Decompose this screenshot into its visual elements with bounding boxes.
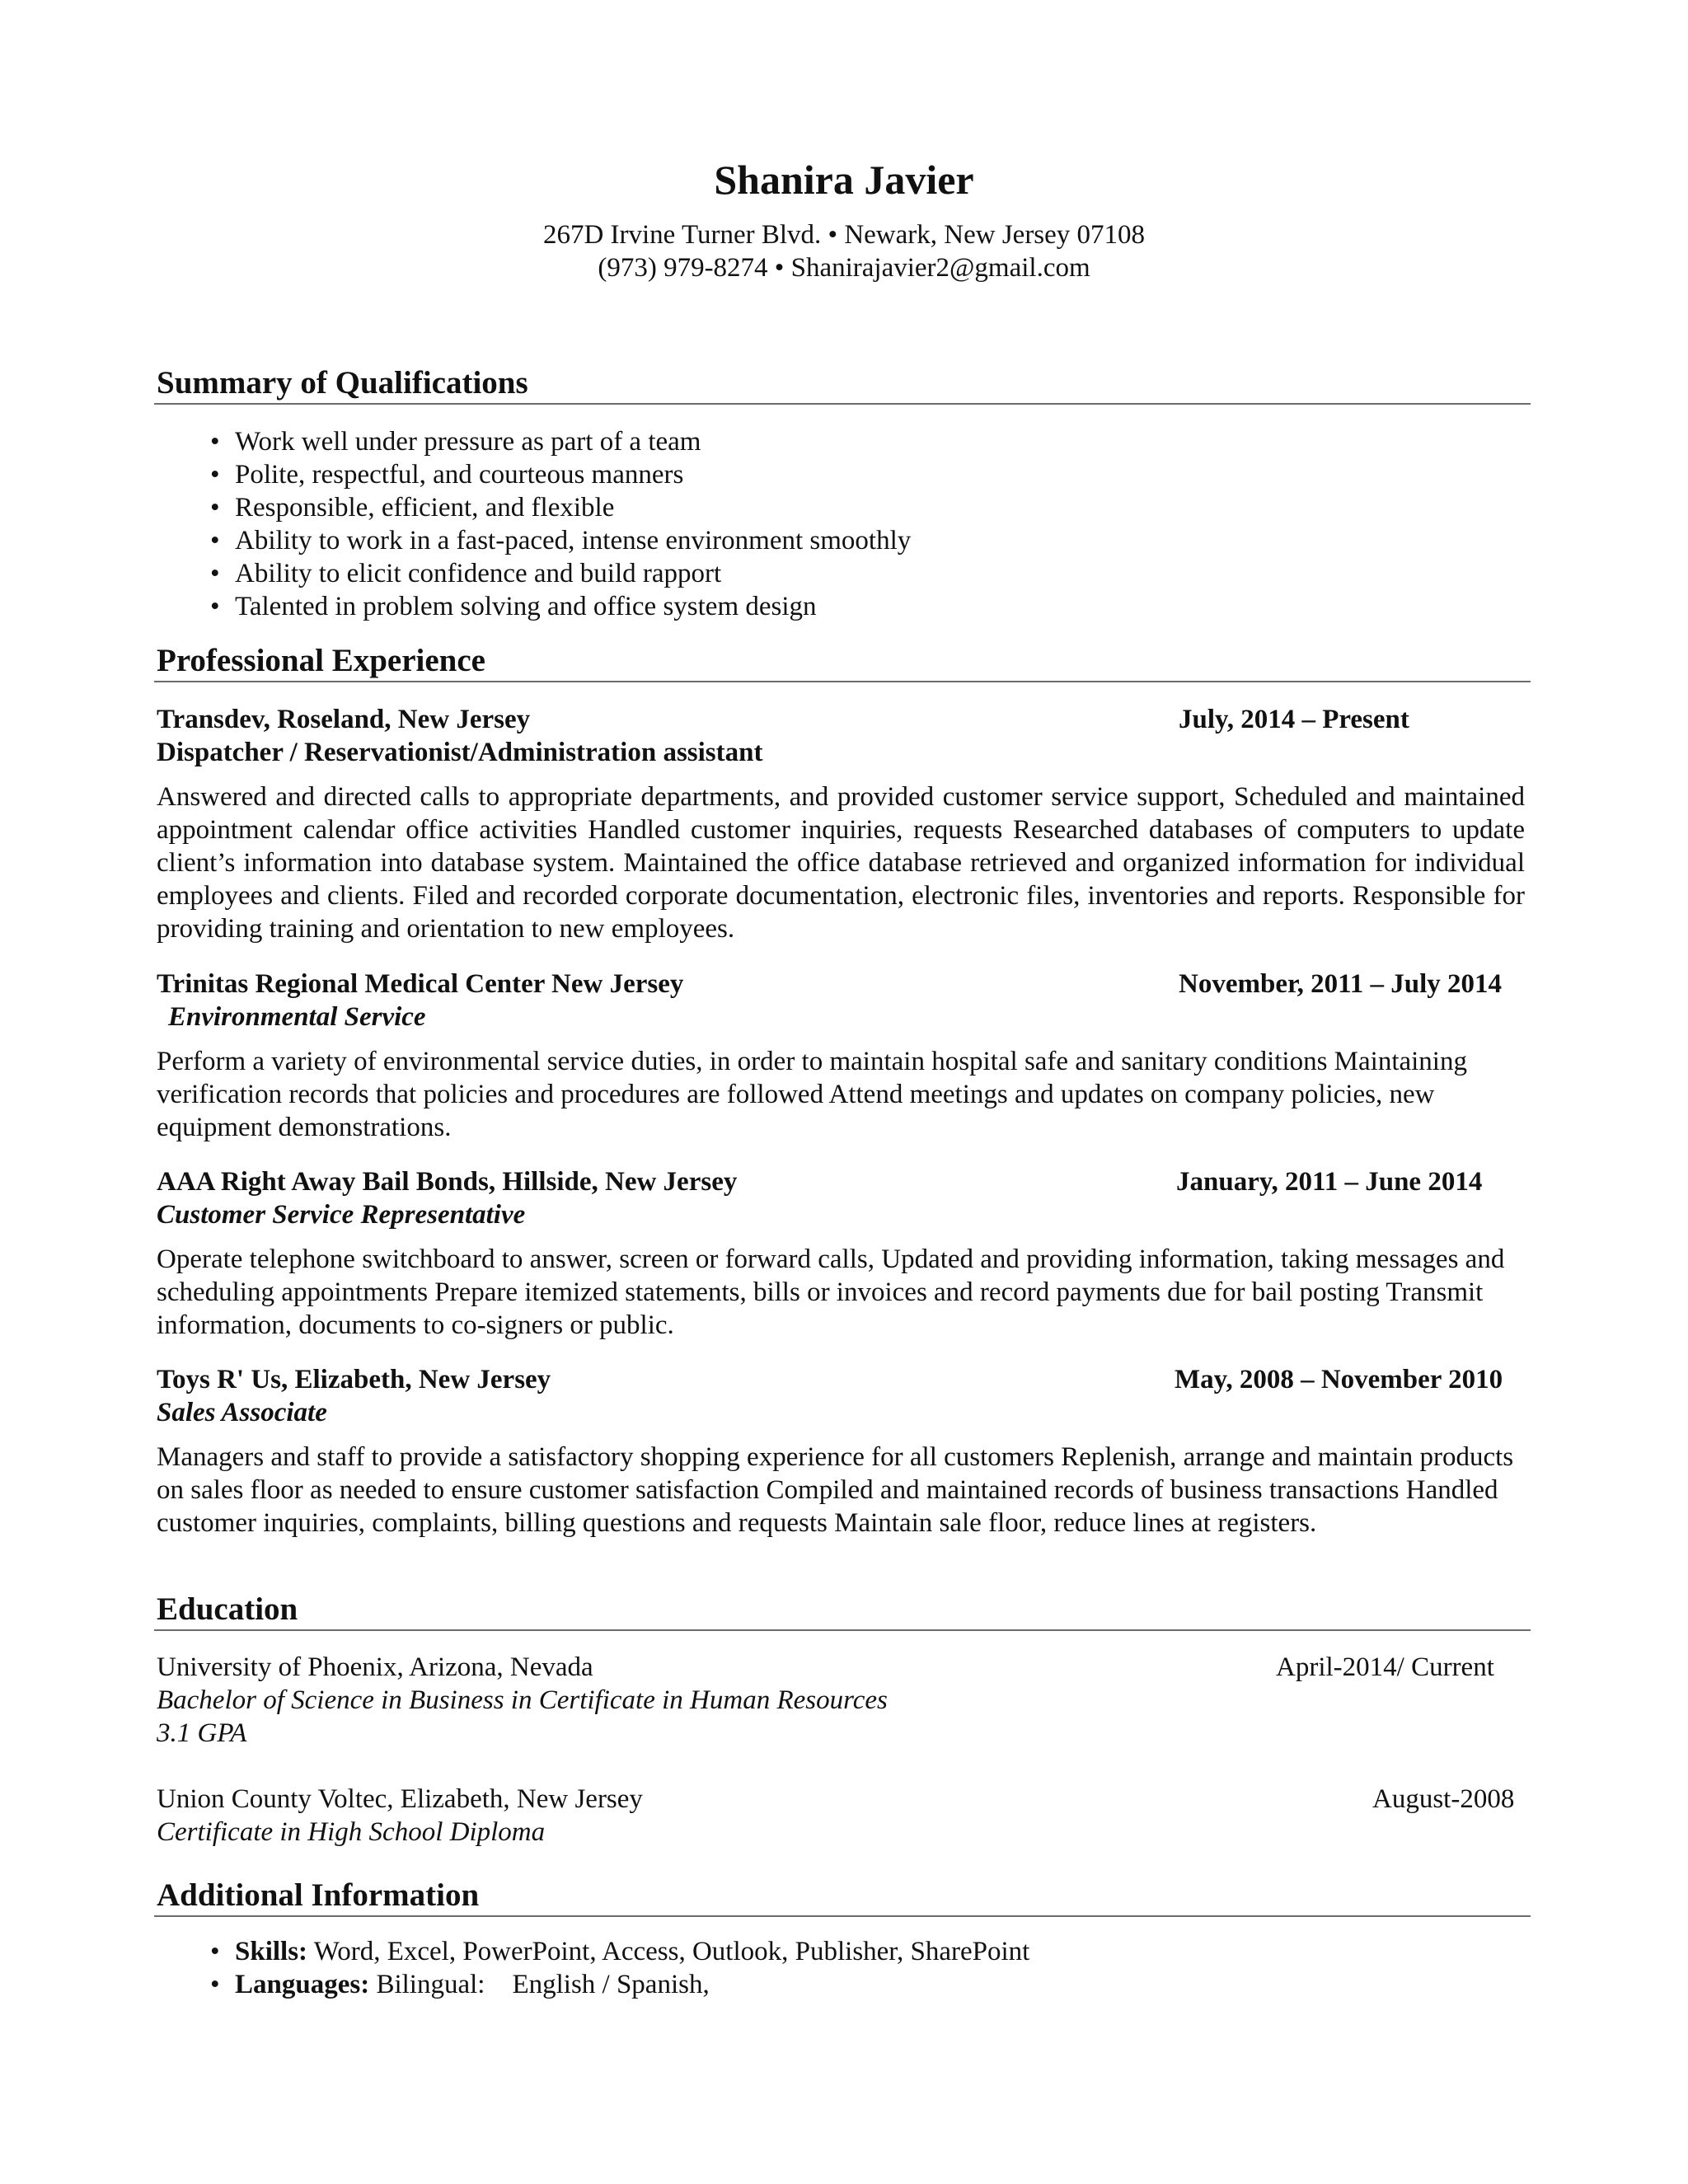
additional-list: [210, 1935, 1029, 2001]
list-item: [210, 458, 911, 491]
bullet-icon: •: [210, 1937, 220, 1966]
additional-heading: Additional Information: [157, 1877, 480, 1913]
address-line: 267D Irvine Turner Blvd. • Newark, New Jersey 07108: [542, 220, 1146, 250]
list-item: [210, 491, 911, 524]
job-role: Customer Service Representative: [157, 1200, 526, 1230]
skills-label: Skills:: [235, 1937, 308, 1966]
list-item: [210, 1968, 1029, 2001]
list-item-text: Ability to elicit confidence and build rapport: [235, 559, 722, 588]
gpa: 3.1 GPA: [157, 1718, 247, 1748]
degree: Certificate in High School Diploma: [157, 1817, 546, 1847]
job-description: Operate telephone switchboard to answer, screen or forward calls, Updated and providing information, taking messages and scheduling appointments Prepare itemized statements, bills or invoices and record payments due for bail posting Transmit information, documents to co-signers or public.: [157, 1244, 1505, 1340]
job-description: Answered and directed calls to appropriate departments, and provided customer service support, Scheduled and maintained appointment calendar office activities Handled customer inquiries, requests Researched databases of computers to update client’s information into database system. Maintained the office database retrieved and organized information for individual employees and clients. Filed and recorded corporate documentation, electronic files, inventories and reports. Responsible for providing training and orientation to new employees.: [157, 782, 1525, 944]
list-item-text: Work well under pressure as part of a team: [235, 427, 701, 457]
job-role: Environmental Service: [168, 1002, 426, 1032]
school-name: University of Phoenix, Arizona, Nevada: [157, 1652, 593, 1682]
education-date: August-2008: [1372, 1784, 1515, 1814]
list-item: [210, 425, 911, 458]
bullet-icon: •: [210, 559, 220, 588]
list-item-text: Responsible, efficient, and flexible: [235, 493, 615, 523]
job-entry-aaa-bail-bonds: [157, 1165, 1525, 1231]
school-name: Union County Voltec, Elizabeth, New Jersey: [157, 1784, 643, 1814]
skills-value: Word, Excel, PowerPoint, Access, Outlook, Publisher, SharePoint: [307, 1937, 1030, 1966]
education-date: April-2014/ Current: [1276, 1652, 1494, 1682]
list-item: [210, 524, 911, 557]
experience-heading: Professional Experience: [157, 643, 485, 678]
education-entry-voltec: [157, 1783, 1525, 1849]
job-entry-toys-r-us: [157, 1363, 1525, 1429]
bullet-icon: •: [210, 427, 220, 457]
section-divider: [154, 403, 1531, 405]
job-dates: January, 2011 – June 2014: [1176, 1167, 1483, 1197]
bullet-icon: •: [210, 592, 220, 621]
job-company: Transdev, Roseland, New Jersey: [157, 705, 531, 734]
job-dates: July, 2014 – Present: [1179, 705, 1409, 734]
job-dates: May, 2008 – November 2010: [1175, 1365, 1503, 1394]
education-heading: Education: [157, 1591, 298, 1627]
summary-list: [210, 425, 911, 623]
list-item-text: Ability to work in a fast-paced, intense environment smoothly: [235, 526, 912, 555]
resume-name: Shanira Javier: [714, 157, 974, 203]
contact-line: (973) 979-8274 • Shanirajavier2@gmail.com: [598, 253, 1090, 283]
bullet-icon: •: [210, 1970, 220, 1999]
bullet-icon: •: [210, 526, 220, 555]
job-role: Sales Associate: [157, 1398, 327, 1427]
education-entry-phoenix: [157, 1651, 1525, 1750]
summary-heading: Summary of Qualifications: [157, 365, 528, 401]
job-company: AAA Right Away Bail Bonds, Hillside, New Jersey: [157, 1167, 738, 1197]
list-item: [210, 590, 911, 623]
degree: Bachelor of Science in Business in Certificate in Human Resources: [157, 1685, 888, 1715]
section-divider: [154, 1915, 1531, 1917]
bullet-icon: •: [210, 493, 220, 523]
job-company: Toys R' Us, Elizabeth, New Jersey: [157, 1365, 551, 1394]
list-item-text: Polite, respectful, and courteous manners: [235, 460, 684, 490]
job-dates: November, 2011 – July 2014: [1179, 969, 1503, 999]
job-entry-transdev: [157, 703, 1525, 769]
job-description: Managers and staff to provide a satisfactory shopping experience for all customers Replenish, arrange and maintain products on sales floor as needed to ensure customer satisfaction Compiled and maintained records of business transactions Handled customer inquiries, complaints, billing questions and requests Maintain sale floor, reduce lines at registers.: [157, 1442, 1514, 1538]
languages-label: Languages:: [235, 1970, 370, 1999]
list-item: [210, 557, 911, 590]
job-entry-trinitas: [157, 968, 1525, 1033]
job-description: Perform a variety of environmental service duties, in order to maintain hospital safe and sanitary conditions Maintaining verification records that policies and procedures are followed Attend meetings and updates on company policies, new equipment demonstrations.: [157, 1047, 1467, 1142]
languages-value: Bilingual: English / Spanish,: [369, 1970, 710, 1999]
job-role: Dispatcher / Reservationist/Administration assistant: [157, 738, 763, 767]
section-divider: [154, 681, 1531, 682]
job-company: Trinitas Regional Medical Center New Jersey: [157, 969, 684, 999]
list-item: [210, 1935, 1029, 1968]
list-item-text: Talented in problem solving and office system design: [235, 592, 817, 621]
section-divider: [154, 1629, 1531, 1631]
bullet-icon: •: [210, 460, 220, 490]
